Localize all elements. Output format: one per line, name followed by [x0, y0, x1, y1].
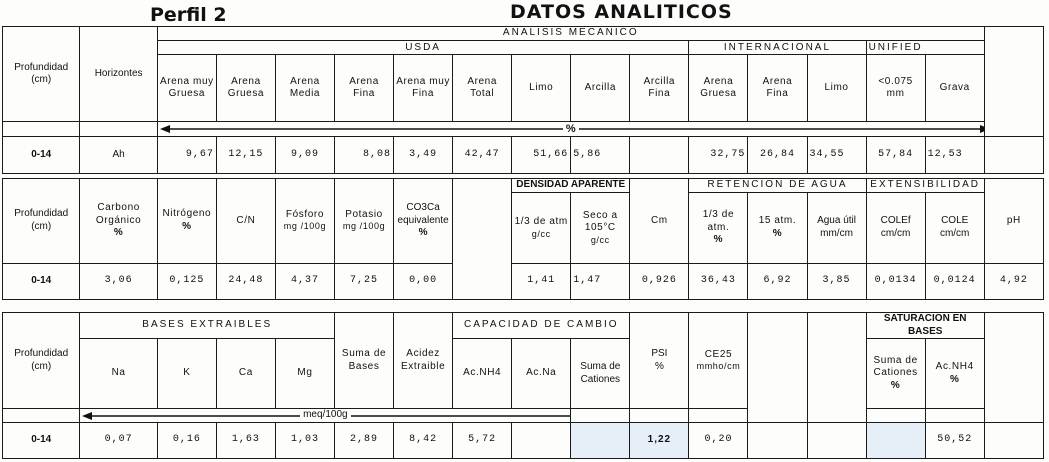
val-arena-gruesa: 12,15	[216, 137, 275, 174]
mechanical-analysis-table	[2, 26, 1044, 174]
ret-15atm-label: 15 atm.	[758, 215, 797, 227]
val-colef: 0,0134	[866, 263, 925, 299]
empty-cell	[689, 409, 748, 423]
unified-header: UNIFIED	[866, 41, 984, 55]
empty-cell	[984, 313, 1043, 423]
empty-cell	[571, 409, 630, 423]
col-limo: Limo	[512, 55, 571, 122]
dens-seco-unit: g/cc	[590, 234, 610, 245]
val-empty-b	[807, 423, 866, 459]
empty-cell	[984, 27, 1043, 137]
col-arena-gruesa: Arena Gruesa	[216, 55, 275, 122]
densidad-header: DENSIDAD APARENTE	[512, 179, 630, 193]
val-cm: 0,926	[630, 263, 689, 299]
potasio-header	[335, 179, 394, 264]
psi-header	[630, 313, 689, 409]
col-arena-muy-fina: Arena muy Fina	[394, 55, 453, 122]
analisis-mecanico-header: ANALISIS MECANICO	[157, 27, 984, 41]
val-limo: 51,66	[512, 137, 571, 174]
val-unified-fines: 57,84	[866, 137, 925, 174]
nitrogeno-unit: %	[182, 220, 192, 232]
val-co3ca: 0,00	[394, 263, 453, 299]
na-header: Na	[80, 339, 157, 409]
dens-13atm-header	[512, 193, 571, 264]
empty-cell	[630, 409, 689, 423]
row-profundidad: 0-14	[3, 263, 80, 299]
ret-13atm-header	[689, 193, 748, 264]
val-ret-13atm: 36,43	[689, 263, 748, 299]
cole-header	[925, 193, 984, 264]
col-arena-muy-gruesa: Arena muy Gruesa	[157, 55, 216, 122]
dens-seco-label: Seco a 105°C	[582, 209, 618, 234]
dens-seco-header	[571, 193, 630, 264]
ce-header	[689, 313, 748, 409]
empty-cell	[984, 423, 1043, 459]
row-profundidad: 0-14	[3, 423, 80, 459]
val-suma-cationes	[571, 423, 630, 459]
col-arena-media: Arena Media	[275, 55, 334, 122]
page-title: DATOS ANALITICOS	[510, 1, 733, 23]
val-arena-fina: 8,08	[335, 137, 394, 174]
empty-cell	[453, 179, 512, 300]
colef-header	[866, 193, 925, 264]
col-arcilla-fina: Arcilla Fina	[630, 55, 689, 122]
profundidad-header: Profundidad (cm)	[3, 27, 80, 122]
col-int-limo: Limo	[807, 55, 866, 122]
k-header: K	[157, 339, 216, 409]
cole-unit: cm/cm	[939, 227, 970, 239]
nitrogeno-header	[157, 179, 216, 264]
val-carbono: 3,06	[80, 263, 157, 299]
ret-13atm-unit: %	[713, 234, 724, 246]
carbono-unit: %	[113, 227, 124, 239]
val-acnh4: 5,72	[453, 423, 512, 459]
val-int-limo: 34,55	[807, 137, 866, 174]
ret-13atm-label: 1/3 de atm.	[702, 209, 735, 233]
capacidad-header: CAPACIDAD DE CAMBIO	[453, 313, 630, 339]
saturacion-header: SATURACION EN BASES	[866, 313, 984, 339]
bases-header: BASES EXTRAIBLES	[80, 313, 335, 339]
suma-bases-header: Suma de Bases	[335, 313, 394, 409]
col-grava: Grava	[925, 55, 984, 122]
col-int-arena-gruesa: Arena Gruesa	[689, 55, 748, 122]
acna-header: Ac.Na	[512, 339, 571, 409]
col-arena-fina: Arena Fina	[335, 55, 394, 122]
bases-table	[2, 312, 1044, 459]
fosforo-unit: mg /100g	[283, 221, 327, 232]
val-sat-suma	[866, 423, 925, 459]
empty-cell	[807, 313, 866, 423]
percent-unit: %	[563, 123, 579, 135]
ph-header: pH	[984, 179, 1043, 264]
val-acidez: 8,42	[394, 423, 453, 459]
val-dens-seco: 1,47	[571, 263, 630, 299]
potasio-label: Potasio	[345, 208, 383, 220]
psi-label: PSI	[651, 348, 668, 359]
val-ret-15atm: 6,92	[748, 263, 807, 299]
psi-unit: %	[654, 360, 664, 372]
internacional-header: INTERNACIONAL	[689, 41, 866, 55]
val-grava: 12,53	[925, 137, 984, 174]
cole-label: COLE	[941, 215, 969, 227]
sat-acnh4-unit: %	[949, 373, 960, 385]
empty-cell	[748, 313, 807, 423]
ce-label: CE25	[704, 348, 733, 360]
row-horizonte: Ah	[80, 137, 157, 174]
val-potasio: 7,25	[335, 263, 394, 299]
profundidad-header: Profundidad (cm)	[3, 313, 80, 409]
val-ph: 4,92	[984, 263, 1043, 299]
val-na: 0,07	[80, 423, 157, 459]
val-arena-muy-fina: 3,49	[394, 137, 453, 174]
val-fosforo: 4,37	[275, 263, 334, 299]
co3ca-header	[394, 179, 453, 264]
retencion-header: RETENCION DE AGUA	[689, 179, 866, 193]
val-cole: 0,0124	[925, 263, 984, 299]
dens-13atm-unit: g/cc	[531, 228, 551, 239]
colef-unit: cm/cm	[880, 227, 911, 239]
usda-header: USDA	[157, 41, 689, 55]
cn-header: C/N	[216, 179, 275, 264]
val-dens-13atm: 1,41	[512, 263, 571, 299]
val-agua-util: 3,85	[807, 263, 866, 299]
agua-util-label: Agua útil	[817, 215, 856, 227]
dens-13atm-label: 1/3 de atm	[514, 216, 568, 228]
nitrogeno-label: Nitrógeno	[162, 208, 212, 220]
val-arena-total: 42,47	[453, 137, 512, 174]
percent-arrow-row	[157, 122, 984, 137]
val-cn: 24,48	[216, 263, 275, 299]
potasio-unit: mg /100g	[342, 221, 386, 232]
co3ca-unit: %	[418, 227, 428, 239]
fosforo-label: Fósforo	[285, 208, 325, 220]
mg-header: Mg	[275, 339, 334, 409]
suma-cationes-header: Suma de Cationes	[571, 339, 630, 409]
val-acna	[512, 423, 571, 459]
ret-15atm-unit: %	[772, 227, 783, 239]
col-arena-total: Arena Total	[453, 55, 512, 122]
val-k: 0,16	[157, 423, 216, 459]
meq-unit: meq/100g	[300, 409, 350, 420]
val-arena-media: 9,09	[275, 137, 334, 174]
sat-suma-header	[866, 339, 925, 409]
horizontes-header: Horizontes	[80, 27, 157, 122]
col-unified-fines: <0.075 mm	[866, 55, 925, 122]
empty-cell	[984, 137, 1043, 174]
carbono-header	[80, 179, 157, 264]
acidez-header: Acidez Extraible	[394, 313, 453, 409]
empty-cell	[866, 409, 925, 423]
sat-acnh4-label: Ac.NH4	[935, 361, 974, 372]
fosforo-header	[275, 179, 334, 264]
val-arcilla: 5,86	[571, 137, 630, 174]
carbono-label: Carbono Orgánico	[95, 202, 142, 226]
col-arcilla: Arcilla	[571, 55, 630, 122]
cm-header: Cm	[630, 179, 689, 264]
sat-suma-unit: %	[890, 379, 901, 391]
perfil-label: Perfil 2	[150, 4, 227, 26]
val-nitrogeno: 0,125	[157, 263, 216, 299]
empty-cell	[3, 122, 80, 137]
extensibilidad-header: EXTENSIBILIDAD	[866, 179, 984, 193]
agua-util-header	[807, 193, 866, 264]
co3ca-label: CO3Ca equivalente	[397, 202, 449, 226]
val-arena-muy-gruesa: 9,67	[157, 137, 216, 174]
empty-cell	[3, 409, 80, 423]
chemical-physical-table	[2, 178, 1044, 300]
val-ce: 0,20	[689, 423, 748, 459]
val-empty-a	[748, 423, 807, 459]
val-ca: 1,63	[216, 423, 275, 459]
val-int-arena-fina: 26,84	[748, 137, 807, 174]
val-mg: 1,03	[275, 423, 334, 459]
acnh4-header: Ac.NH4	[453, 339, 512, 409]
profundidad-header: Profundidad (cm)	[3, 179, 80, 264]
meq-arrow-row	[80, 409, 571, 423]
val-sat-acnh4: 50,52	[925, 423, 984, 459]
sat-acnh4-header	[925, 339, 984, 409]
val-int-arena-gruesa: 32,75	[689, 137, 748, 174]
ca-header: Ca	[216, 339, 275, 409]
col-int-arena-fina: Arena Fina	[748, 55, 807, 122]
val-psi: 1,22	[630, 423, 689, 459]
sat-suma-label: Suma de Cationes	[873, 354, 918, 379]
ce-unit: mmho/cm	[696, 361, 741, 372]
colef-label: COLEf	[880, 215, 911, 227]
val-suma-bases: 2,89	[335, 423, 394, 459]
row-profundidad: 0-14	[3, 137, 80, 174]
val-arcilla-fina	[630, 137, 689, 174]
empty-cell	[80, 122, 157, 137]
agua-util-unit: mm/cm	[820, 227, 853, 239]
ret-15atm-header	[748, 193, 807, 264]
